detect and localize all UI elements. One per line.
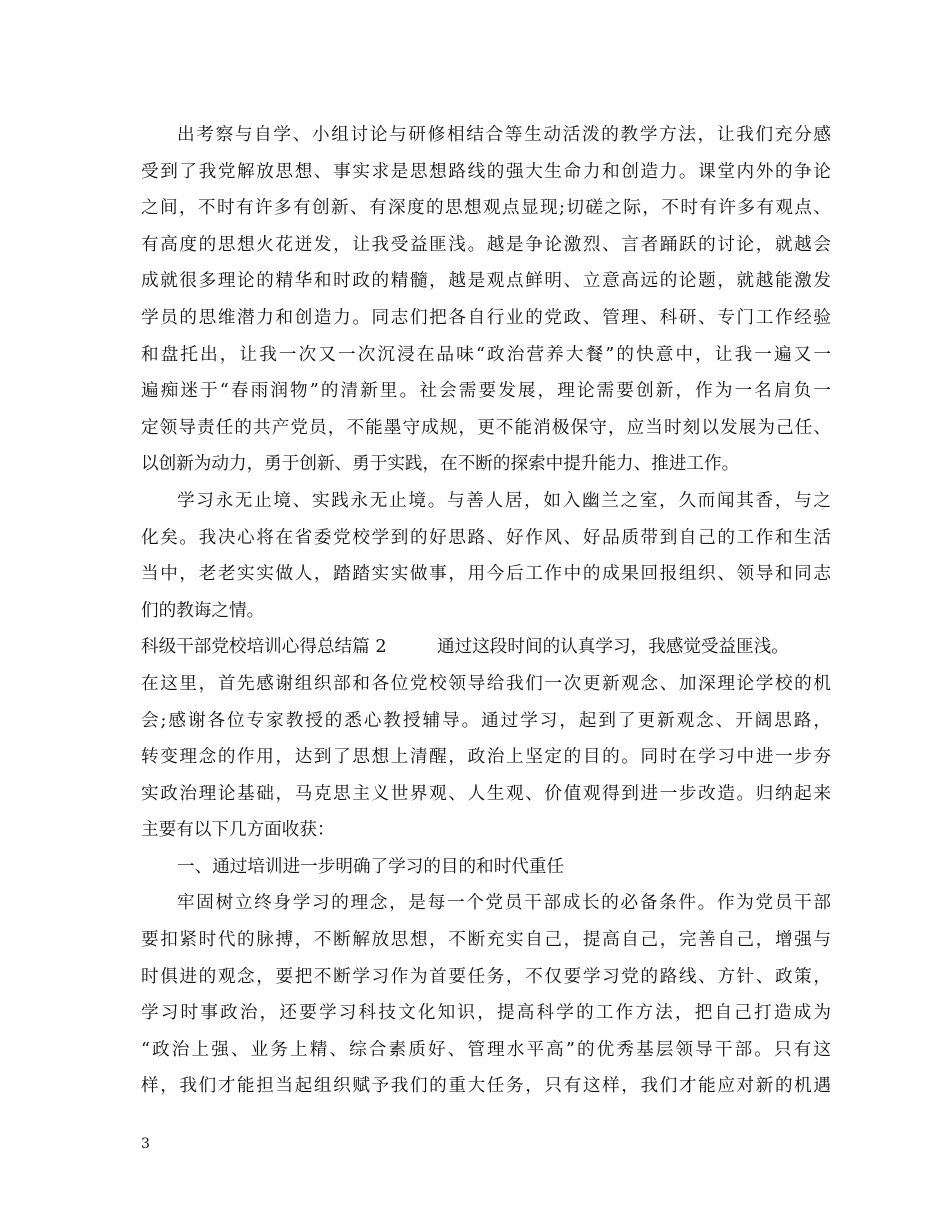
text-line: 转变理念的作用，达到了思想上清醒，政治上坚定的目的。同时在学习中进一步夯 — [141, 747, 831, 768]
text-line: 受到了我党解放思想、事实求是思想路线的强大生命力和创造力。课堂内外的争论 — [141, 161, 831, 182]
text-line: 会;感谢各位专家教授的悉心教授辅导。通过学习，起到了更新观念、开阔思路， — [141, 710, 831, 731]
text-line: 当中，老老实实做人，踏踏实实做事，用今后工作中的成果回报组织、领导和同志 — [141, 564, 831, 585]
section-heading: 科级干部党校培训心得总结篇 2 — [141, 637, 387, 658]
text-line: 有高度的思想火花迸发，让我受益匪浅。越是争论激烈、言者踊跃的讨论，就越会 — [141, 234, 831, 255]
text-line: 实政治理论基础，马克思主义世界观、人生观、价值观得到进一步改造。归纳起来 — [141, 783, 831, 804]
subheading-text: 一、通过培训进一步明确了学习的目的和时代重任 — [177, 856, 565, 877]
text-line: 学习永无止境、实践永无止境。与善人居，如入幽兰之室，久而闻其香，与之 — [177, 490, 831, 511]
page-number: 3 — [141, 1136, 150, 1152]
text-line: 们的教诲之情。 — [141, 600, 265, 621]
text-line: 成就很多理论的精华和时政的精髓，越是观点鲜明、立意高远的论题，就越能激发 — [141, 271, 831, 292]
text-line: 和盘托出，让我一次又一次沉浸在品味“政治营养大餐”的快意中，让我一遍又一 — [141, 344, 831, 365]
text-line: 以创新为动力，勇于创新、勇于实践，在不断的探索中提升能力、推进工作。 — [141, 454, 740, 475]
text-line: 学员的思维潜力和创造力。同志们把各自行业的党政、管理、科研、专门工作经验 — [141, 307, 831, 328]
paragraph-2 — [141, 483, 831, 629]
text-line: 化矣。我决心将在省委党校学到的好思路、好作风、好品质带到自己的工作和生活 — [141, 527, 831, 548]
subheading — [141, 849, 831, 886]
paragraph-3 — [141, 666, 831, 849]
text-line: 样，我们才能担当起组织赋予我们的重大任务，只有这样，我们才能应对新的机遇 — [141, 1076, 831, 1097]
section-heading-line — [141, 629, 831, 666]
text-line: “政治上强、业务上精、综合素质好、管理水平高”的优秀基层领导干部。只有这 — [141, 1039, 831, 1060]
paragraph-1 — [141, 117, 831, 483]
text-line: 定领导责任的共产党员，不能墨守成规，更不能消极保守，应当时刻以发展为己任、 — [141, 417, 831, 438]
text-line — [141, 629, 831, 666]
document-body — [141, 117, 831, 1105]
text-line: 遍痴迷于“春雨润物”的清新里。社会需要发展，理论需要创新，作为一名肩负一 — [141, 381, 831, 402]
text-line: 时俱进的观念，要把不断学习作为首要任务，不仅要学习党的路线、方针、政策， — [141, 966, 831, 987]
text-line: 主要有以下几方面收获： — [141, 820, 335, 841]
text-line: 牢固树立终身学习的理念，是每一个党员干部成长的必备条件。作为党员干部 — [177, 893, 831, 914]
text-line: 之间，不时有许多有创新、有深度的思想观点显现;切磋之际，不时有许多有观点、 — [141, 198, 831, 219]
paragraph-4 — [141, 885, 831, 1105]
text-line: 要扣紧时代的脉搏，不断解放思想，不断充实自己，提高自己，完善自己，增强与 — [141, 930, 831, 951]
text-line: 学习时事政治，还要学习科技文化知识，提高科学的工作方法，把自己打造成为 — [141, 1003, 831, 1024]
paragraph-3-first-line: 通过这段时间的认真学习，我感觉受益匪浅。 — [437, 637, 789, 658]
text-line: 出考察与自学、小组讨论与研修相结合等生动活泼的教学方法，让我们充分感 — [177, 125, 831, 145]
text-line: 在这里，首先感谢组织部和各位党校领导给我们一次更新观念、加深理论学校的机 — [141, 673, 831, 694]
